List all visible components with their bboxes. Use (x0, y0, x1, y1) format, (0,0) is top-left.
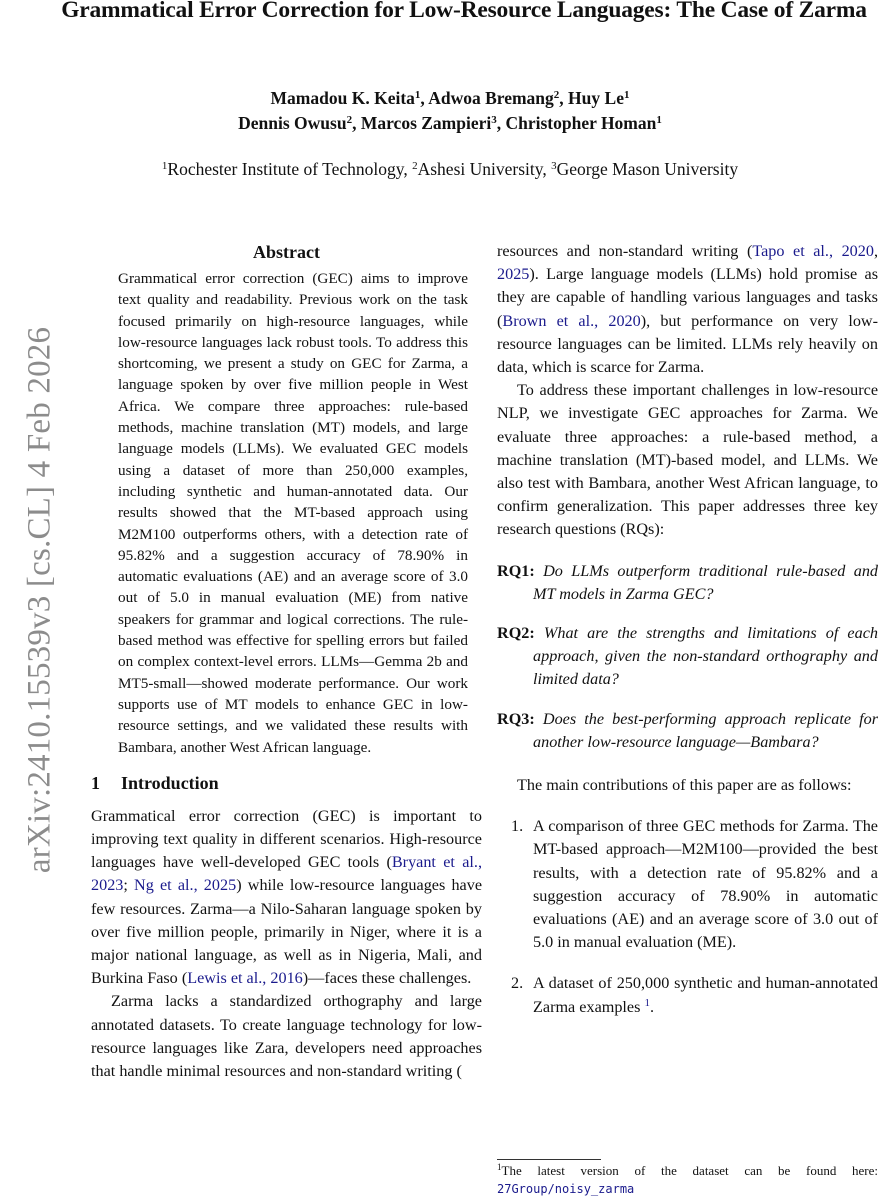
rq-text: Does the best-performing approach replicate for another low-resource language—Bambara? (533, 709, 878, 751)
citation-link[interactable]: Lewis et al., 2016 (187, 969, 303, 988)
affiliation-number: 1 (161, 160, 168, 172)
affiliation-mark: 1 (414, 89, 421, 101)
paragraph-text: resources and non-standard writing ( (497, 242, 753, 260)
intro-paragraph-1 (91, 805, 482, 991)
intro-paragraph-2-continued (497, 240, 878, 379)
contribution-item (497, 815, 878, 954)
footnote-text: The latest version of the dataset can be found here: (501, 1163, 878, 1178)
right-column (497, 240, 878, 1037)
affiliation-name: Rochester Institute of Technology (167, 159, 404, 179)
author-name: Huy Le (568, 88, 624, 108)
footnote-mark: 1 (497, 1162, 502, 1172)
list-number: 2. (511, 974, 524, 993)
abstract-heading: Abstract (253, 242, 320, 262)
research-question-3 (497, 708, 878, 754)
contributions-intro: The main contributions of this paper are as follows: (517, 776, 852, 795)
paragraph-text: ) while low-resource languages have few resources. Zarma—a Nilo-Saharan language spoken by over five million people, primarily in Niger, where it is a major national language, as well as in Nigeria, Mali, and Burkina Faso ( (91, 876, 482, 988)
footnote (497, 1162, 878, 1198)
footnote-reference[interactable]: 1 (644, 996, 650, 1009)
paragraph-text: ), but performance on very low-resource languages can be limited. LLMs rely heavily on data, which is scarce for Zarma. (497, 311, 878, 377)
affiliation-mark: 3 (491, 114, 497, 126)
author-name: Marcos Zampieri (360, 113, 492, 133)
author-name: Dennis Owusu (238, 113, 347, 133)
intro-paragraph-2 (91, 990, 482, 1083)
citation-link[interactable]: Bryant et al., 2023 (91, 853, 483, 895)
contribution-text: A comparison of three GEC methods for Zarma. The MT-based approach—M2M100—provided the best results, with a detection rate of 95.82% and a suggestion accuracy of 78.90% in automatic evaluations (AE) and an average score of 3.0 out of 5.0 in manual evaluation (ME). (533, 817, 878, 952)
paragraph-text: ). Large language models (LLMs) hold promise as they are capable of handling various languages and tasks ( (497, 265, 878, 330)
author-name: Mamadou K. Keita (270, 88, 415, 108)
author-line-2: Dennis Owusu$^2$, Marcos Zampieri$^3$, Christopher Homan$^1$ (238, 113, 662, 133)
paper-title: Grammatical Error Correction for Low-Resource Languages: The Case of Zarma (61, 0, 867, 23)
paragraph-text: )—faces these challenges. (302, 969, 472, 988)
affiliation-name: George Mason University (556, 159, 739, 179)
contribution-text: . (649, 997, 655, 1016)
author-list (130, 86, 770, 136)
author-name: Christopher Homan (505, 113, 657, 133)
contributions-list (497, 815, 878, 1019)
affiliation-mark: 2 (346, 114, 353, 126)
rq-label: RQ1: (497, 561, 535, 580)
citation-link[interactable]: Brown et al., 2020 (502, 311, 641, 330)
intro-paragraph-3: To address these important challenges in low-resource NLP, we investigate GEC approaches for Zarma. We evaluate three approaches: a rule-based method, a machine translation (MT)-based model, and LLMs. We also test with Bambara, another West African language, to confirm generalization. This paper addresses three key research questions (RQs): (497, 381, 878, 539)
contribution-item (497, 972, 878, 1018)
author-line-1: Mamadou K. Keita$^1$, Adwoa Bremang$^2$, Huy Le$^1$ (270, 88, 630, 108)
citation-link[interactable]: 2025 (497, 265, 530, 284)
footnote-divider (497, 1159, 601, 1160)
rq-label: RQ3: (497, 709, 535, 728)
section-heading-introduction (91, 771, 482, 795)
research-question-1 (497, 560, 878, 606)
contribution-text: A dataset of 250,000 synthetic and human-annotated Zarma examples (533, 974, 878, 1016)
affiliation-mark: 2 (553, 89, 560, 101)
affiliation-number: 3 (551, 160, 557, 172)
author-name: Adwoa Bremang (428, 88, 554, 108)
paragraph-text: , (873, 242, 878, 260)
research-questions (497, 560, 878, 754)
section-number: 1 (91, 772, 100, 793)
rq-text: Do LLMs outperform traditional rule-based and MT models in Zarma GEC? (533, 561, 878, 603)
affiliations: $^1$Rochester Institute of Technology, $^2$Ashesi University, $^3$George Mason University (161, 159, 739, 179)
left-column (91, 240, 482, 1083)
affiliation-name: Ashesi University (417, 159, 543, 179)
arxiv-identifier-stamp: arXiv:2410.15539v3 [cs.CL] 4 Feb 2026 (21, 326, 58, 874)
list-number: 1. (511, 817, 524, 836)
affiliation-number: 2 (412, 160, 418, 172)
affiliation-mark: 1 (623, 89, 630, 101)
section-title: Introduction (121, 772, 219, 793)
rq-label: RQ2: (497, 624, 535, 643)
paragraph-text: ; (123, 876, 135, 895)
citation-link[interactable]: Ng et al., 2025 (134, 876, 237, 895)
abstract-text: Grammatical error correction (GEC) aims to improve text quality and readability. Previous work on the task focused primarily on high-resource languages, while low-resource languages lack robust tools. To address this shortcoming, we present a study on GEC for Zarma, a language spoken by over five million people in West Africa. We compare three approaches: rule-based methods, machine translation (MT) models, and large language models (LLMs). We evaluated GEC models using a dataset of more than 250,000 examples, including synthetic and human-annotated data. Our results showed that the MT-based approach using M2M100 outperforms others, with a detection rate of 95.82% and a suggestion accuracy of 78.90% in automatic evaluations (AE) and an average score of 3.0 out of 5.0 in manual evaluation (ME) from native speakers for grammar and logical corrections. The rule-based method was effective for spelling errors but failed on complex context-level errors. LLMs—Gemma 2b and MT5-small—showed moderate performance. Our work supports use of MT models to enhance GEC in low-resource settings, and we validated these results with Bambara, another West African language. (118, 270, 468, 756)
research-question-2 (497, 622, 878, 692)
citation-link[interactable]: Tapo et al., 2020 (752, 242, 874, 260)
paragraph-text: Zarma lacks a standardized orthography and large annotated datasets. To create language technology for low-resource languages like Zara, developers need approaches that handle minimal resources and non-standard writing ( (91, 992, 482, 1081)
rq-text: What are the strengths and limitations of each approach, given the non-standard orthography and limited data? (533, 624, 878, 689)
affiliation-mark: 1 (656, 114, 662, 126)
dataset-link[interactable]: 27Group/noisy_zarma (497, 1182, 635, 1196)
paragraph-text: Grammatical error correction (GEC) is important to improving text quality in different scenarios. High-resource languages have well-developed GEC tools ( (91, 806, 482, 872)
